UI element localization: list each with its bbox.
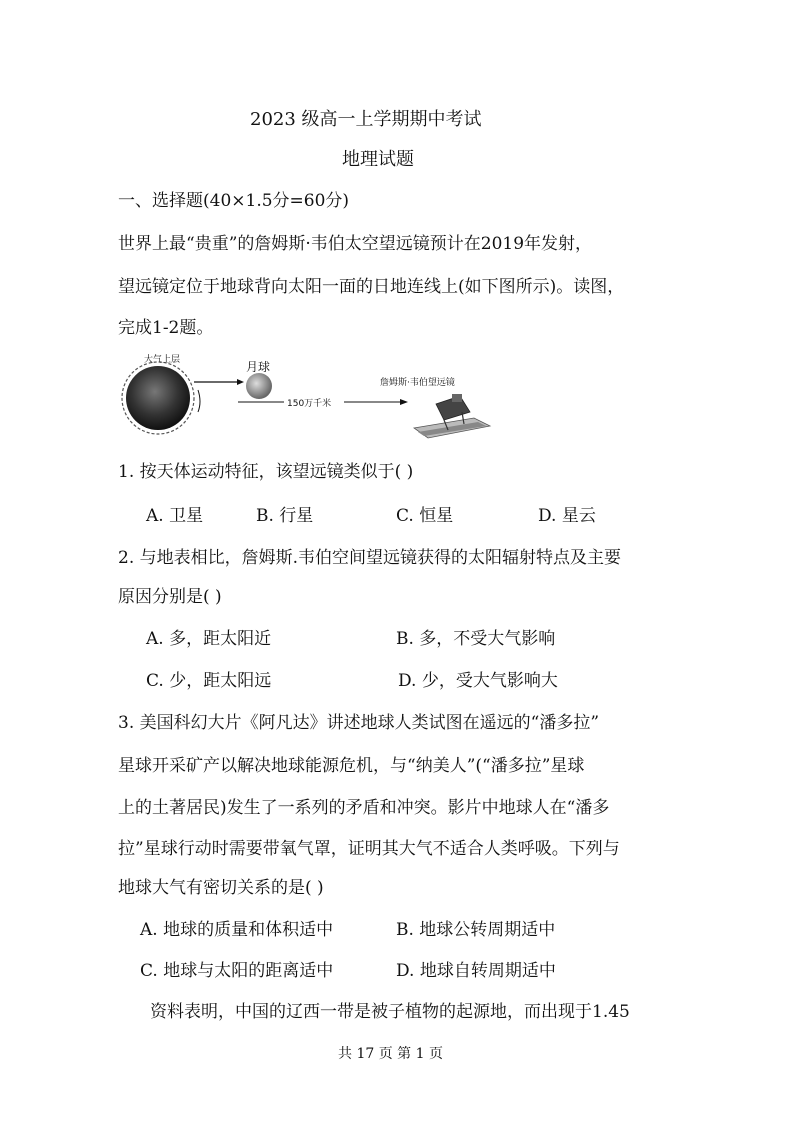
question-2-stem: 原因分别是( )	[118, 587, 222, 607]
q1-option-c[interactable]: C. 恒星	[396, 506, 454, 526]
question-3-stem: 星球开采矿产以解决地球能源危机，与“纳美人”(“潘多拉”星球	[118, 756, 585, 776]
page-footer: 共 17 页 第 1 页	[338, 1046, 443, 1062]
orbit-arc	[198, 390, 200, 412]
exam-subject: 地理试题	[342, 149, 414, 170]
q2-option-a[interactable]: A. 多，距太阳近	[146, 629, 272, 649]
question-1-stem: 1. 按天体运动特征，该望远镜类似于( )	[118, 462, 414, 482]
question-3-stem: 地球大气有密切关系的是( )	[118, 878, 324, 898]
section-heading: 一、选择题(40×1.5分=60分)	[118, 191, 350, 211]
earth-globe	[126, 366, 190, 430]
distance-label: 150万千米	[287, 399, 332, 409]
atmosphere-label: 大气上层	[144, 355, 181, 365]
q1-option-b[interactable]: B. 行星	[256, 506, 314, 526]
moon-label: 月球	[246, 360, 271, 374]
q2-option-c[interactable]: C. 少，距太阳远	[146, 671, 272, 691]
arrow-head	[237, 379, 244, 385]
q1-option-d[interactable]: D. 星云	[538, 506, 596, 526]
question-3-stem: 3. 美国科幻大片《阿凡达》讲述地球人类试图在遥远的“潘多拉”	[118, 713, 600, 733]
q3-option-c[interactable]: C. 地球与太阳的距离适中	[140, 961, 334, 981]
question-3-stem: 上的土著居民)发生了一系列的矛盾和冲突。影片中地球人在“潘多	[118, 798, 610, 818]
passage-line: 望远镜定位于地球背向太阳一面的日地连线上(如下图所示)。读图，	[118, 277, 625, 297]
q3-option-a[interactable]: A. 地球的质量和体积适中	[140, 920, 334, 940]
question-3-stem: 拉”星球行动时需要带氧气罩，证明其大气不适合人类呼吸。下列与	[118, 839, 620, 859]
distance-arrow-head	[400, 399, 408, 405]
telescope-icon	[414, 394, 490, 438]
passage-line: 完成1-2题。	[118, 318, 214, 338]
passage-2-line: 资料表明，中国的辽西一带是被子植物的起源地，而出现于1.45	[150, 1002, 630, 1022]
question-2-stem: 2. 与地表相比，詹姆斯.韦伯空间望远镜获得的太阳辐射特点及主要	[118, 548, 622, 568]
exam-title: 2023 级高一上学期期中考试	[250, 109, 482, 130]
telescope-label: 詹姆斯·韦伯望远镜	[380, 378, 455, 388]
moon	[246, 373, 272, 399]
q1-option-a[interactable]: A. 卫星	[146, 506, 204, 526]
q2-option-d[interactable]: D. 少，受大气影响大	[398, 671, 558, 691]
q3-option-b[interactable]: B. 地球公转周期适中	[396, 920, 556, 940]
q2-option-b[interactable]: B. 多，不受大气影响	[396, 629, 556, 649]
passage-line: 世界上最“贵重”的詹姆斯·韦伯太空望远镜预计在2019年发射，	[118, 234, 593, 254]
q3-option-d[interactable]: D. 地球自转周期适中	[396, 961, 556, 981]
telescope-diagram	[118, 346, 518, 446]
